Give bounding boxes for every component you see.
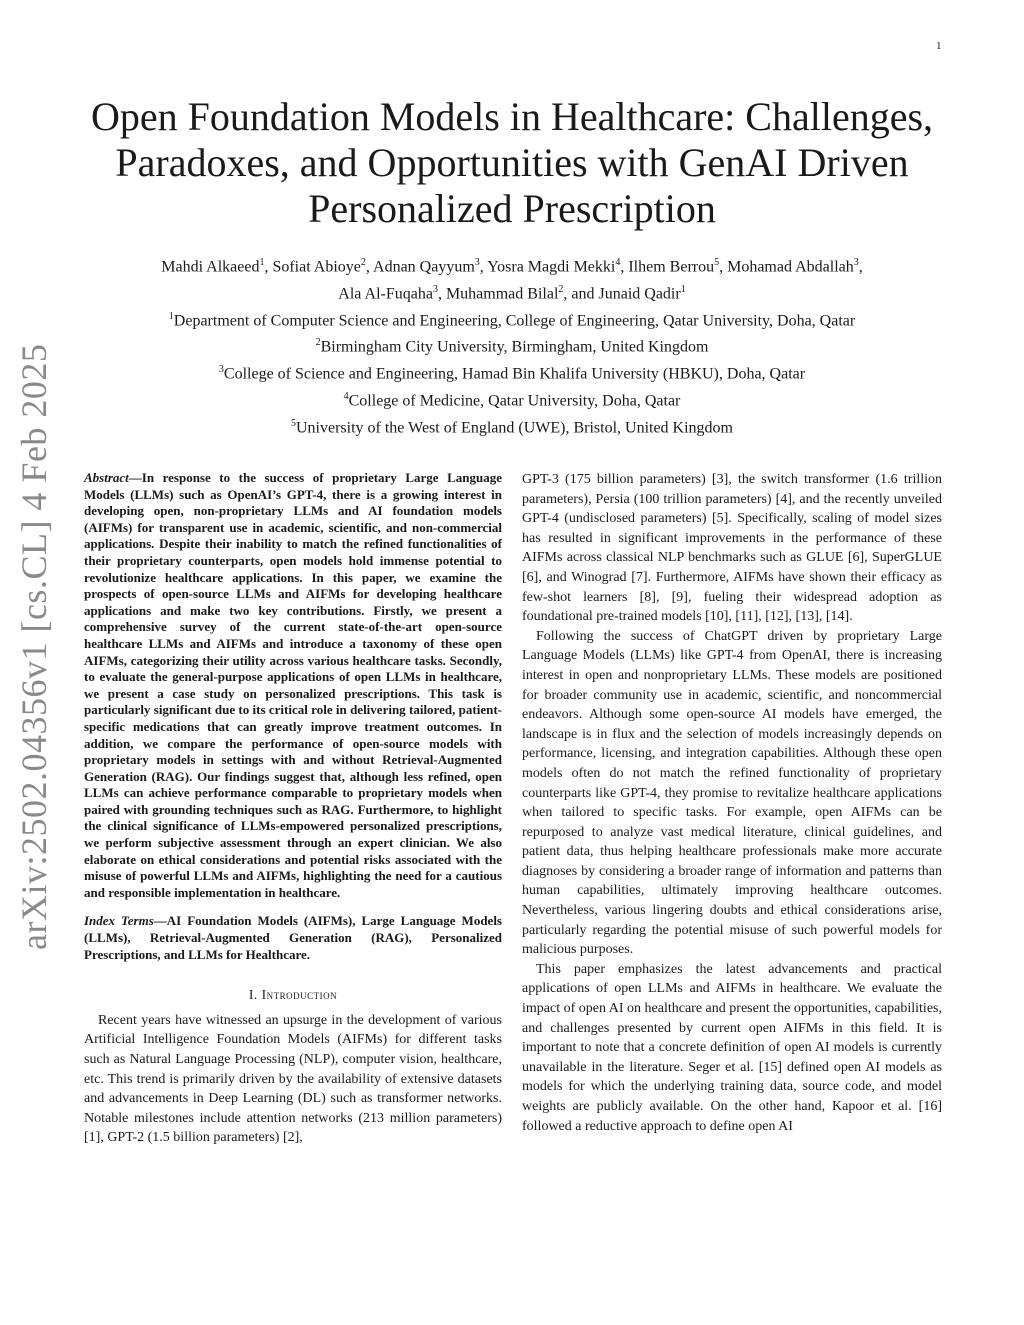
- author-affiliation-mark: 3: [853, 257, 859, 268]
- author-affiliation-mark: 3: [474, 257, 480, 268]
- body-paragraph: This paper emphasizes the latest advancements and practical applications of open LLMs and AIFMs in healthcare. We evaluate the impact of open AI on healthcare and present the opportunities, capabilities, and challenges presented by current open AIFMs in this field. It is important to note that a concrete definition of open AI models is currently unavailable in the literature. Seger et al. [15] defined open AI models as models for which the underlying training data, source code, and model weights are publicly available. On the other hand, Kapoor et al. [16] followed a reductive approach to define open AI: [522, 961, 942, 1134]
- author-name: Muhammad Bilal: [445, 285, 559, 303]
- affiliation-text: University of the West of England (UWE), Bristol, United Kingdom: [295, 419, 733, 437]
- author-affiliation-mark: 5: [714, 257, 720, 268]
- author-affiliation-mark: 3: [432, 283, 438, 295]
- body-paragraph: GPT-3 (175 billion parameters) [3], the switch transformer (1.6 trillion parameters), Persia (100 trillion parameters) [4], and the recently unveiled GPT-4 (undisclosed parameters) [5]. Specifically, scaling of model sizes has resulted in significant improvements in the performance of these AIFMs across classical NLP benchmarks such as GLUE [6], SuperGLUE [6], and Winograd [7]. Furthermore, AIFMs have shown their efficacy as few-shot learners [8], [9], fueling their widespread adoption as foundational pre-trained models [10], [11], [12], [13], [14].: [522, 472, 942, 625]
- author-block: [60, 252, 964, 440]
- author-line-1: Mahdi Alkaeed$^1$, Sofiat Abioye$^2$, Adnan Qayyum$^3$, Yosra Magdi Mekki$^4$, Ilhem Berrou$^5$, Mohamad Abdallah$^3$,: [161, 257, 863, 276]
- affiliation-text: Birmingham City University, Birmingham, United Kingdom: [320, 338, 709, 356]
- author-name: Ilhem Berrou: [628, 258, 715, 276]
- paper-title: Open Foundation Models in Healthcare: Challenges, Paradoxes, and Opportunities with GenAI Driven Personalized Prescription: [90, 94, 934, 231]
- author-name: Adnan Qayyum: [373, 258, 475, 276]
- page-number: 1: [936, 40, 942, 52]
- author-affiliation-mark: 4: [615, 257, 621, 268]
- body-paragraph: Following the success of ChatGPT driven by proprietary Large Language Models (LLMs) like GPT-4 from OpenAI, there is increasing interest in open and nonproprietary LLMs. These models are positioned for broader community use in academic, scientific, and noncommercial endeavors. Although some open-source AI models have emerged, the landscape is in flux and the selection of models increasingly depends on performance, licensing, and integration capabilities. Although these open models often do not match the refined functionality of proprietary counterparts like GPT-4, they promise to revitalize healthcare applications when tailored to specific tasks. For example, open AIFMs can be repurposed to analyze vast medical literature, clinical guidelines, and patient data, thus helping healthcare professionals make more accurate diagnoses by considering a broader range of information and patterns than human capabilities, ultimately improving healthcare outcomes. Nevertheless, various lingering doubts and ethical considerations arise, particularly regarding the potential misuse of such powerful models for malicious purposes.: [522, 628, 942, 958]
- author-affiliation-mark: 2: [558, 283, 564, 295]
- author-name: and Junaid Qadir: [571, 285, 681, 303]
- affiliation: [60, 386, 964, 413]
- author-line-2: Ala Al-Fuqaha$^3$, Muhammad Bilal$^2$, and Junaid Qadir$^1$: [338, 283, 686, 303]
- section-heading: [84, 985, 502, 1005]
- intro-paragraph: Recent years have witnessed an upsurge in the development of various Artificial Intelligence Foundation Models (AIFMs) for different tasks such as Natural Language Processing (NLP), computer vision, healthcare, etc. This trend is primarily driven by the availability of extensive datasets and advancements in Deep Learning (DL) such as transformer networks. Notable milestones include attention networks (213 million parameters) [1], GPT-2 (1.5 billion parameters) [2],: [84, 1012, 502, 1146]
- affiliation: [60, 359, 964, 386]
- author-name: Yosra Magdi Mekki: [487, 258, 616, 276]
- affiliation-text: Department of Computer Science and Engineering, College of Engineering, Qatar University, Doha, Qatar: [173, 311, 856, 329]
- affiliation: [60, 332, 964, 359]
- abstract: Abstract—In response to the success of proprietary Large Language Models (LLMs) such as OpenAI’s GPT-4, there is a growing interest in developing open, non-proprietary LLMs and AI foundation models (AIFMs) for transparent use in academic, scientific, and non-commercial applications. Despite their inability to match the refined functionalities of their proprietary counterparts, open models hold immense potential to revolutionize healthcare applications. In this paper, we examine the prospects of open-source LLMs and AIFMs for developing healthcare applications and make two key contributions. Firstly, we present a comprehensive survey of the current state-of-the-art open-source healthcare LLMs and AIFMs and introduce a taxonomy of these open AIFMs, categorizing their utility across various healthcare tasks. Secondly, to evaluate the general-purpose applications of open LLMs in healthcare, we present a case study on personalized prescriptions. This task is particularly significant due to its critical role in delivering tailored, patient-specific medications that can greatly improve treatment outcomes. In addition, we compare the performance of open-source models with proprietary models in settings with and without Retrieval-Augmented Generation (RAG). Our findings suggest that, although less refined, open LLMs can achieve performance comparable to proprietary models when paired with grounding techniques such as RAG. Furthermore, to highlight the clinical significance of LLMs-empowered personalized prescriptions, we perform subjective assessment through an expert clinician. We also elaborate on ethical considerations and potential risks associated with the misuse of powerful LLMs and AIFMs, highlighting the need for a cautious and responsible implementation in healthcare.: [84, 470, 502, 900]
- affiliation-mark: 4: [343, 391, 349, 403]
- affiliation-text: College of Medicine, Qatar University, Doha, Qatar: [348, 392, 681, 410]
- author-affiliation-mark: 2: [360, 257, 366, 268]
- section-title: Introduction: [261, 987, 338, 1003]
- abstract-text: In response to the success of proprietary Large Language Models (LLMs) such as OpenAI’s GPT-4, there is a growing interest in developing open, non-proprietary LLMs and AI foundation models (AIFMs) for transparent use in academic, scientific, and non-commercial applications. Despite their inability to match the refined functionalities of their proprietary counterparts, open models hold immense potential to revolutionize healthcare applications. In this paper, we examine the prospects of open-source LLMs and AIFMs for developing healthcare applications and make two key contributions. Firstly, we present a comprehensive survey of the current state-of-the-art open-source healthcare LLMs and AIFMs and introduce a taxonomy of these open AIFMs, categorizing their utility across various healthcare tasks. Secondly, to evaluate the general-purpose applications of open LLMs in healthcare, we present a case study on personalized prescriptions. This task is particularly significant due to its critical role in delivering tailored, patient-specific medications that can greatly improve treatment outcomes. In addition, we compare the performance of open-source models with proprietary models in settings with and without Retrieval-Augmented Generation (RAG). Our findings suggest that, although less refined, open LLMs can achieve performance comparable to proprietary models when paired with grounding techniques such as RAG. Furthermore, to highlight the clinical significance of LLMs-empowered personalized prescriptions, we perform subjective assessment through an expert clinician. We also elaborate on ethical considerations and potential risks associated with the misuse of powerful LLMs and AIFMs, highlighting the need for a cautious and responsible implementation in healthcare.: [84, 470, 502, 900]
- affiliation: [60, 306, 964, 333]
- affiliation: [60, 413, 964, 440]
- section-number: I.: [248, 987, 258, 1003]
- author-affiliation-mark: 1: [680, 283, 686, 295]
- index-terms: Index Terms—AI Foundation Models (AIFMs), Large Language Models (LLMs), Retrieval-Augmented Generation (RAG), Personalized Prescriptions, and LLMs for Healthcare.: [84, 913, 502, 962]
- author-name: Sofiat Abioye: [272, 258, 361, 276]
- author-name: Ala Al-Fuqaha: [338, 285, 433, 303]
- left-column: [84, 470, 502, 1148]
- affiliation-mark: 1: [168, 310, 174, 322]
- affiliation-mark: 5: [290, 417, 296, 429]
- index-terms-text: AI Foundation Models (AIFMs), Large Language Models (LLMs), Retrieval-Augmented Generation (RAG), Personalized Prescriptions, and LLMs for Healthcare.: [84, 913, 502, 962]
- author-affiliation-mark: 1: [259, 257, 265, 268]
- arxiv-side-stamp: arXiv:2502.04356v1 [cs.CL] 4 Feb 2025: [14, 343, 54, 950]
- affiliation-mark: 2: [315, 337, 321, 349]
- abstract-label: Abstract: [84, 470, 129, 485]
- affiliation-mark: 3: [218, 364, 224, 376]
- author-name: Mohamad Abdallah: [727, 258, 854, 276]
- right-column: [522, 470, 942, 1136]
- author-name: Mahdi Alkaeed: [161, 258, 260, 276]
- index-terms-label: Index Terms: [84, 913, 154, 929]
- affiliation-text: College of Science and Engineering, Hamad Bin Khalifa University (HBKU), Doha, Qatar: [223, 365, 806, 383]
